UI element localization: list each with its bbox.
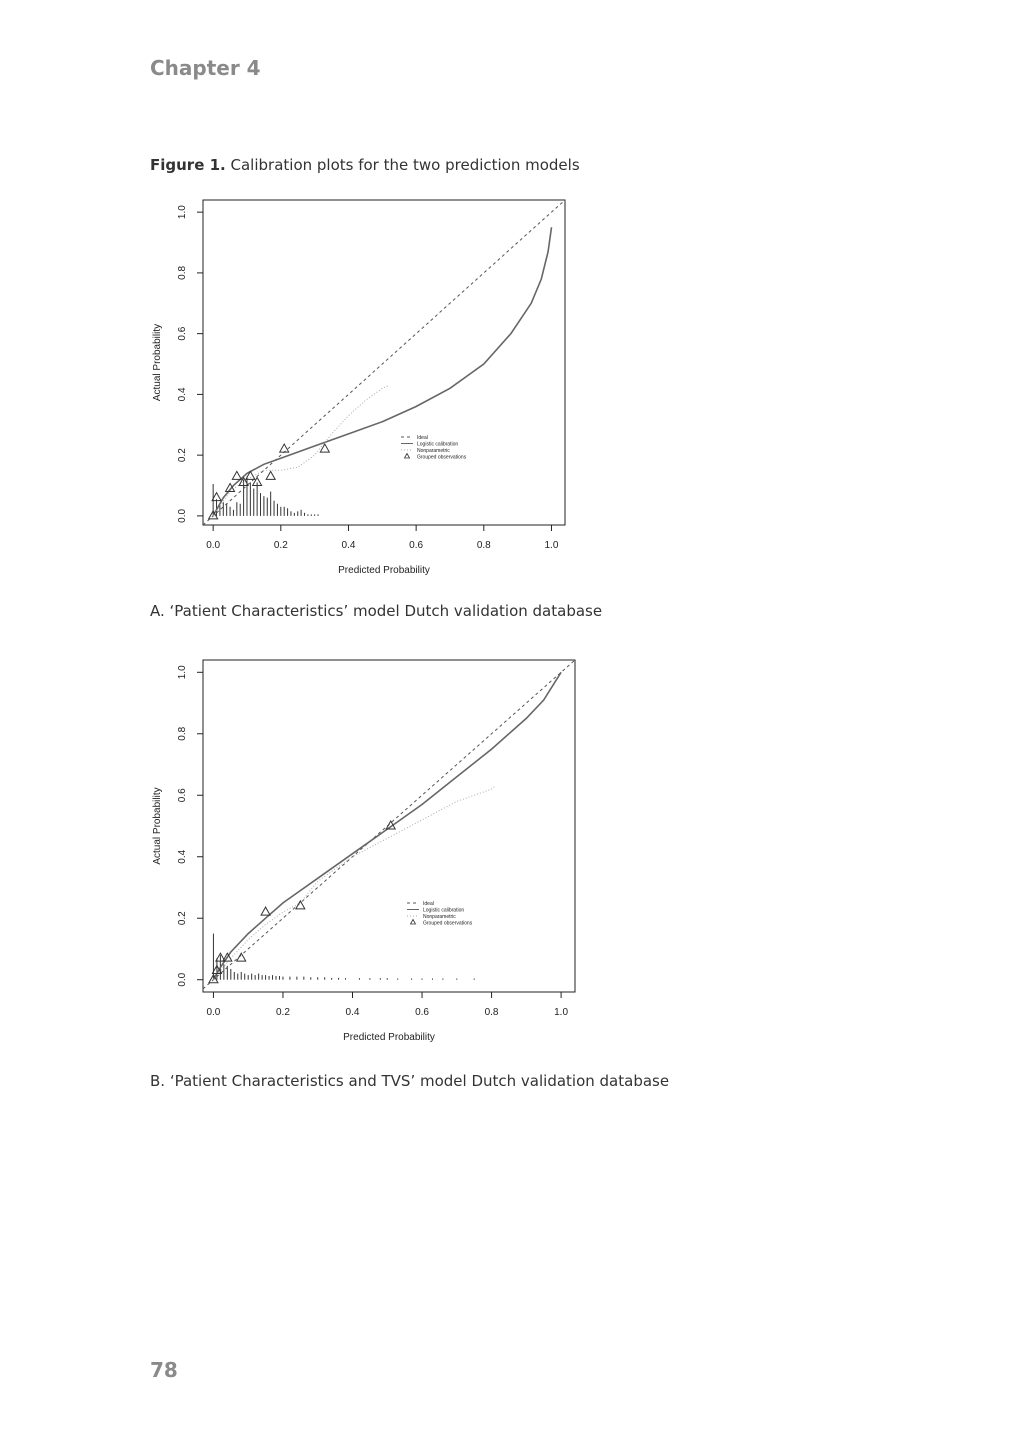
legend-label: Ideal: [417, 435, 428, 441]
x-tick-label: 0.6: [409, 540, 424, 551]
y-tick-label: 0.2: [177, 911, 188, 926]
x-tick-label: 0.2: [276, 1007, 290, 1018]
y-tick-label: 0.8: [177, 726, 188, 741]
y-tick-label: 0.6: [177, 788, 188, 803]
subcaption-a: A. ‘Patient Characteristics’ model Dutch validation database: [150, 602, 603, 620]
x-tick-label: 0.4: [345, 1007, 360, 1018]
y-tick-label: 0.6: [177, 326, 188, 341]
y-tick-label: 0.4: [177, 849, 188, 864]
legend-label: Nonparametric: [417, 448, 450, 454]
x-tick-label: 1.0: [554, 1007, 569, 1018]
y-tick-label: 0.2: [177, 448, 188, 463]
x-tick-label: 0.4: [341, 540, 356, 551]
x-tick-label: 0.8: [476, 540, 491, 551]
running-head: Chapter 4: [150, 56, 261, 80]
y-tick-label: 0.0: [177, 508, 188, 523]
figure-title: Calibration plots for the two prediction models: [230, 156, 580, 174]
x-tick-label: 0.2: [273, 540, 288, 551]
grouped-observation-marker: [237, 953, 246, 961]
legend-label: Nonparametric: [423, 914, 456, 920]
y-tick-label: 0.0: [177, 972, 188, 987]
legend-label: Logistic calibration: [423, 907, 465, 914]
y-tick-label: 0.8: [177, 265, 188, 280]
legend-label: Ideal: [423, 901, 434, 907]
legend-label: Grouped observations: [423, 920, 473, 927]
y-tick-label: 1.0: [177, 665, 188, 680]
legend-label: Logistic calibration: [417, 441, 459, 448]
page-number: 78: [150, 1358, 178, 1382]
x-tick-label: 0.0: [206, 540, 221, 551]
y-axis-label: Actual Probability: [152, 787, 163, 865]
subcaption-b: B. ‘Patient Characteristics and TVS’ model Dutch validation database: [150, 1072, 670, 1090]
figure-label: Figure 1.: [150, 156, 226, 174]
x-tick-label: 0.0: [206, 1007, 221, 1018]
legend-label: Grouped observations: [417, 454, 467, 461]
x-tick-label: 0.6: [415, 1007, 429, 1018]
legend-swatch: [411, 920, 416, 925]
x-axis-label: Predicted Probability: [343, 1032, 435, 1043]
y-tick-label: 1.0: [177, 205, 188, 220]
x-axis-label: Predicted Probability: [338, 565, 430, 576]
series-nonparametric: [213, 786, 495, 980]
y-axis-label: Actual Probability: [152, 323, 163, 402]
x-tick-label: 1.0: [544, 540, 559, 551]
x-tick-label: 0.8: [484, 1007, 499, 1018]
grouped-observation-marker: [261, 907, 270, 915]
y-tick-label: 0.4: [177, 387, 188, 402]
